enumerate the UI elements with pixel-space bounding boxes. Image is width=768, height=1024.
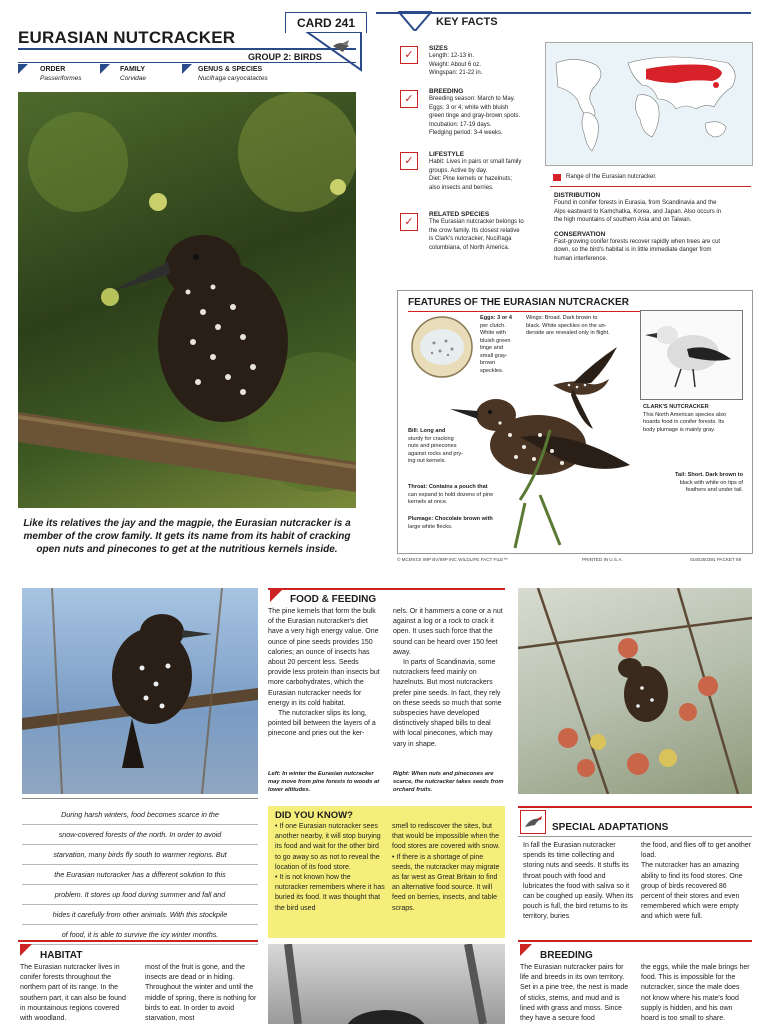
winter-line: problem. It stores up food during summer and fall and [22, 885, 258, 905]
habitat-heading: HABITAT [40, 950, 83, 961]
conservation-line: Fast-growing conifer forests recover rapidly when trees are cut [554, 238, 721, 245]
breeding-heading: BREEDING [540, 950, 593, 961]
food-col1 [268, 607, 382, 740]
group-bird-icon [305, 32, 363, 72]
related-species-icon: ✓ [400, 213, 418, 231]
food-col2 [393, 607, 505, 750]
habitat-marker-icon [20, 944, 32, 956]
special-top-rule [518, 806, 752, 808]
clarks-line: This North American species also [643, 411, 727, 418]
winter-line: the Eurasian nutcracker has a different solution to this [22, 865, 258, 885]
key-facts-header [376, 12, 751, 32]
special-col1: In fall the Eurasian nutcracker spends its time collecting and storing nuts and seeds. It stuffs its throat pouch with food and lubricates the food with saliva so it can be coughed up easily. When its pouch is full, the bird returns to its territory, buries [523, 842, 633, 921]
throat-line: can expand to hold dozens of pine [408, 491, 494, 498]
bill-line: Bill: Long and [408, 428, 446, 434]
map-rule [550, 186, 751, 187]
habitat-photo [268, 944, 505, 1024]
tail-line: black with white on tips of [679, 479, 743, 486]
conservation-line: down, so the bird's habitat is in little immediate danger from [554, 247, 712, 253]
food-caption-left: Left: In winter the Eurasian nutcracker may move from pine forests to woods at lower altitudes. [268, 771, 380, 793]
winter-line: starvation, many birds fly south to warmer regions. But [22, 845, 258, 865]
sizes-icon: ✓ [400, 46, 418, 64]
distribution-title: DISTRIBUTION [554, 192, 601, 199]
main-photo-caption: Like its relatives the jay and the magpie, the Eurasian nutcracker is a member of the crow family. It gets its name from its habit of cracking open nuts and pinecones to get at the nutritious kernels inside. [23, 518, 351, 555]
habitat-col2: most of the fruit is gone, and the insects are dead or in hiding. Throughout the winter and until the middle of spring, there is nothing for birds to eat. In order to avoid starvation, most [145, 964, 257, 1023]
related-line: the crow family. Its closest relative [429, 227, 520, 234]
bill-line: nuts and pinecones [408, 443, 457, 449]
winter-nutcracker-photo [22, 588, 258, 794]
breeding-icon: ✓ [400, 90, 418, 108]
lifestyle-title: LIFESTYLE [429, 151, 465, 158]
breeding-rule [518, 940, 752, 942]
habitat-col1: The Eurasian nutcracker lives in conifer forests throughout the northern part of its range. In the southern part, it can also be found in mountainous regions covered with woodland. [20, 964, 126, 1023]
bill-line: sturdy for cracking [408, 435, 454, 442]
distribution-line: Found in conifer forests in Eurasia, from Scandinavia and the [554, 200, 717, 206]
plumage-line: large white flecks. [408, 523, 453, 530]
lifestyle-line: groups. Active by day. [429, 167, 488, 174]
sizes-line: Length: 12-13 in. [429, 53, 475, 59]
food-paragraph: In parts of Scandinavia, some nutcrackers feed mainly on hazelnuts. But most nutcrackers prefer pine seeds. In fact, they rely on these seeds so much that some subspecies have developed distinctively shaped bills to deal with local pinecones, which may vary in shape. [393, 659, 502, 748]
food-paragraph: The nutcracker slips its long, pointed bill between the layers of a pinecone and pries out the ker- [268, 710, 376, 738]
breeding-line: Incubation: 17-19 days. [429, 121, 492, 128]
winter-line: During harsh winters, food becomes scarce in the [22, 805, 258, 825]
lifestyle-line: also insects and berries. [429, 184, 494, 191]
related-line: is Clark's nutcracker, Nucifraga [429, 236, 512, 242]
conservation-line: human interference. [554, 255, 608, 262]
eggs-line: small gray- [480, 352, 508, 359]
eggs-line: Eggs: 3 or 4 [480, 315, 513, 321]
order-label: ORDER [40, 66, 66, 73]
taxonomy-rule [18, 62, 356, 63]
orchard-nutcracker-photo [518, 588, 752, 794]
footer-copyright: © MCMXCII IMP BV/IMP INC WILDLIFE FACT FILE™ [397, 557, 508, 562]
food-rule [268, 588, 505, 590]
plumage-line: Plumage: Chocolate brown with [408, 516, 493, 522]
related-line: The Eurasian nutcracker belongs to [429, 219, 524, 225]
tail-line: feathers and under tail. [685, 487, 743, 493]
distribution-line: the high mountains of southern Asia and on Taiwan. [554, 217, 692, 223]
map-legend-swatch [553, 174, 561, 181]
breeding-col1: The Eurasian nutcracker pairs for life and breeds in its own territory. Set in a pine tree, the nest is made of sticks, stems, and mud and is lined with grass and moss. Since they have a secure food [520, 964, 629, 1023]
wings-line: Wings: Broad. Dark brown to [526, 315, 598, 321]
eggs-line: speckles. [480, 367, 504, 374]
breeding-line: Fledging period: 3-4 weeks. [429, 130, 503, 136]
lifestyle-line: Habit: Lives in pairs or small family [429, 159, 522, 165]
food-caption-right: Right: When nuts and pinecones are scarce, the nutcracker takes seeds from orchard fruits. [393, 771, 504, 793]
winter-line: hides it carefully from other animals. With this stockpile [22, 905, 258, 925]
breeding-line: Breeding season: March to May. [429, 96, 515, 102]
food-marker-icon [270, 590, 282, 602]
food-heading: FOOD & FEEDING [290, 594, 377, 605]
food-paragraph: The pine kernels that form the bulk of the Eurasian nutcracker's diet have a very high energy value. One ounce of pine seeds provides 150 calories; an ounce of insects has about 20 percent less. Seeds provide less protein than insects but more carbohydrates, which the Eurasian nutcracker needs for energy in its cold habitat. [268, 608, 380, 707]
range-map [545, 42, 753, 166]
breeding-line: Eggs: 3 or 4; white with bluish [429, 104, 509, 111]
food-paragraph: nels. Or it hammers a cone or a nut against a log or a rock to crack it open. It uses such force that the sound can be heard over 150 feet away. [393, 608, 503, 656]
bill-line: against rocks and pry- [408, 450, 464, 457]
map-legend-text: Range of the Eurasian nutcracker. [566, 174, 657, 180]
group-label: GROUP 2: BIRDS [248, 52, 322, 62]
key-facts-title: KEY FACTS [436, 16, 498, 28]
clarks-title: CLARK'S NUTCRACKER [643, 404, 709, 410]
taxonomy-marker-icon [182, 64, 192, 74]
eggs-line: per clutch. [480, 322, 506, 329]
wings-line: derside are revealed only in flight. [526, 330, 610, 336]
features-title: FEATURES OF THE EURASIAN NUTCRACKER [408, 297, 629, 308]
winter-line: of food, it is able to survive the icy winter months. [22, 925, 258, 945]
winter-line: snow-covered forests of the north. In order to avoid [22, 825, 258, 845]
clarks-line: hoards food in conifer forests. Its [643, 419, 725, 425]
conservation-title: CONSERVATION [554, 230, 606, 238]
sizes-line: Wingspan: 21-22 in. [429, 70, 483, 76]
breeding-title: BREEDING [429, 88, 464, 95]
distribution-line: Alps eastward to Kamchatka, Korea, and Japan. Also occurs in [554, 208, 722, 215]
breeding-col2: the eggs, while the male brings her food. This is impossible for the nutcracker, since the male does not know where his mate's food supply is hidden, and his own hoard is too small to share. [641, 964, 750, 1023]
sizes-title: SIZES [429, 45, 448, 52]
eggs-line: tinge and [480, 345, 504, 351]
sizes-line: Weight: About 6 oz. [429, 61, 481, 68]
family-value: Corvidae [120, 75, 147, 82]
lifestyle-icon: ✓ [400, 152, 418, 170]
winter-top-rule [22, 798, 258, 799]
winter-text-block [22, 805, 258, 945]
card-number: CARD 241 [285, 12, 367, 33]
habitat-rule [18, 940, 258, 942]
genus-value: Nucifraga caryocatactes [198, 75, 268, 82]
bill-line: ing out kernels. [408, 458, 446, 464]
footer-printed: PRINTED IN U.S.A. [582, 557, 623, 562]
family-label: FAMILY [120, 66, 146, 73]
dyk-col1: • If one Eurasian nutcracker sees another nearby, it will stop burying its food and wait for the other bird to go away so as not to reveal the location of its food store. • It is not known how the nutcracker remembers where it has buried its food. It was thought that the bird used [275, 823, 385, 912]
throat-line: Throat: Contains a pouch that [408, 484, 488, 490]
dyk-heading: DID YOU KNOW? [275, 810, 353, 821]
eggs-line: brown [480, 360, 496, 366]
page-title: EURASIAN NUTCRACKER [18, 28, 236, 47]
related-line: columbiana, of North America. [429, 244, 510, 251]
egg-illustration [410, 315, 474, 379]
taxonomy-marker-icon [18, 64, 28, 74]
special-col2: the food, and flies off to get another load. The nutcracker has an amazing ability to find its food stores. One group of birds recovered 86 percent of their stores and even remembered which were empty and which were full. [641, 842, 752, 921]
taxonomy-marker-icon [100, 64, 110, 74]
wings-line: black. White speckles on the un- [526, 322, 607, 329]
genus-label: GENUS & SPECIES [198, 66, 263, 73]
breeding-marker-icon [520, 944, 532, 956]
tail-line: Tail: Short. Dark brown to [675, 472, 743, 478]
main-nutcracker-photo [18, 92, 356, 508]
breeding-line: green tinge and gray-brown spots. [429, 113, 521, 119]
clarks-nutcracker-illustration [640, 310, 743, 400]
clarks-line: body plumage is mainly gray. [643, 426, 716, 433]
special-adaptations-icon [520, 810, 546, 834]
footer-packet: 0160250391 PACKET 59 [690, 557, 742, 562]
eggs-line: bluish green [480, 337, 511, 344]
dyk-col2: smell to rediscover the sites, but that would be impossible when the food stores are covered with snow. • If there is a shortage of pine seeds, the nutcracker may migrate as far west as Great Britain to find an alternative food source. It will feed on berries, insects, and table scraps. [392, 823, 500, 912]
throat-line: kernels at once. [408, 499, 448, 505]
related-species-title: RELATED SPECIES [429, 211, 490, 218]
special-rule [518, 836, 752, 837]
order-value: Passeriformes [40, 75, 82, 82]
eggs-line: White with [480, 330, 506, 336]
lifestyle-line: Diet: Pine kernels or hazelnuts; [429, 176, 513, 182]
special-heading: SPECIAL ADAPTATIONS [552, 822, 669, 833]
